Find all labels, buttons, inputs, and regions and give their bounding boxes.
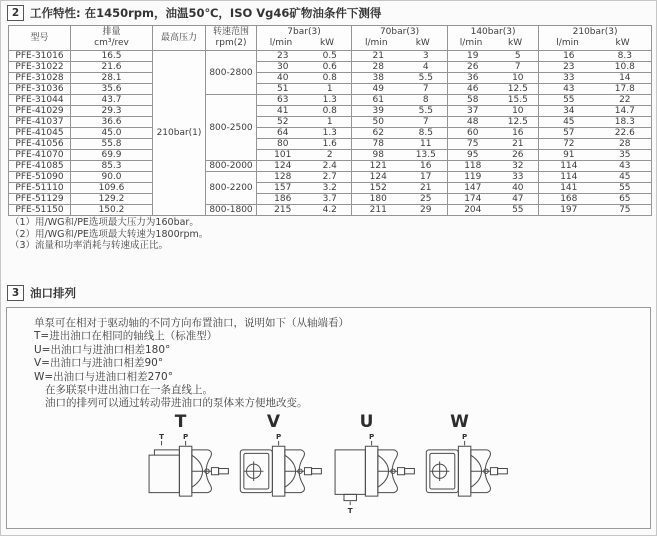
table-row (9, 139, 652, 150)
power-cell: 47 (498, 194, 539, 205)
line-w: W=出油口与进油口相差270° (34, 370, 173, 383)
displacement-cell: 129.2 (71, 194, 153, 205)
model-cell: PFE-41070 (9, 150, 71, 161)
flow-cell: 95 (448, 150, 498, 161)
flow-cell: 50 (352, 117, 405, 128)
power-cell: 0.6 (309, 62, 352, 73)
port-label-p: P (182, 432, 189, 442)
displacement-cell: 21.6 (71, 62, 153, 73)
footnote-2: （2）用/WG和/PE选项最大转速为1800rpm。 (10, 228, 209, 240)
flow-cell: 141 (539, 183, 599, 194)
pump-diagrams-row (140, 412, 512, 514)
power-cell: 10 (498, 73, 539, 84)
power-cell: 12.5 (498, 84, 539, 95)
power-cell: 5 (498, 51, 539, 62)
port-label-t: T (347, 506, 353, 514)
model-cell: PFE-51110 (9, 183, 71, 194)
power-cell: 55 (599, 183, 652, 194)
displacement-cell: 109.6 (71, 183, 153, 194)
section2-title: 工作特性: 在1450rpm，油温50℃，ISO Vg46矿物油条件下测得 (30, 6, 382, 20)
speed-range-cell: 800-1800 (206, 205, 257, 216)
power-cell: 22 (599, 95, 652, 106)
displacement-cell: 45.0 (71, 128, 153, 139)
port-label-p: P (461, 432, 468, 442)
flow-cell: 46 (448, 84, 498, 95)
pump-drawing-t (140, 432, 233, 514)
port-label-p: P (368, 432, 375, 442)
flow-cell: 62 (352, 128, 405, 139)
table-row (9, 84, 652, 95)
flow-cell: 147 (448, 183, 498, 194)
flow-cell: 78 (352, 139, 405, 150)
flow-cell: 30 (257, 62, 309, 73)
line-multi-pump: 在多联泵中进出油口在一条直线上。 (45, 384, 213, 397)
flow-cell: 49 (352, 84, 405, 95)
power-cell: 29 (405, 205, 448, 216)
pump-drawing-u (326, 432, 419, 514)
pump-diagram (326, 412, 419, 514)
flow-cell: 168 (539, 194, 599, 205)
table-row (9, 128, 652, 139)
power-cell: 32 (498, 161, 539, 172)
model-cell: PFE-31044 (9, 95, 71, 106)
port-arrangement-text (7, 308, 650, 411)
power-cell: 2.4 (309, 161, 352, 172)
power-cell: 3 (405, 51, 448, 62)
flow-cell: 23 (257, 51, 309, 62)
power-cell: 7 (405, 84, 448, 95)
power-cell: 33 (498, 172, 539, 183)
speed-range-cell: 800-2200 (206, 172, 257, 205)
flow-cell: 72 (539, 139, 599, 150)
power-cell: 65 (599, 194, 652, 205)
power-cell: 8.3 (599, 51, 652, 62)
flow-cell: 52 (257, 117, 309, 128)
flow-cell: 19 (448, 51, 498, 62)
col-header-displacement: 排量 cm³/rev (71, 26, 153, 51)
power-cell: 26 (498, 150, 539, 161)
table-row (9, 194, 652, 205)
table-row (9, 73, 652, 84)
flow-cell: 128 (257, 172, 309, 183)
table-row (9, 62, 652, 73)
flow-cell: 26 (448, 62, 498, 73)
speed-range-cell: 800-2000 (206, 161, 257, 172)
flow-cell: 37 (448, 106, 498, 117)
model-cell: PFE-31028 (9, 73, 71, 84)
flow-cell: 98 (352, 150, 405, 161)
power-cell: 18.3 (599, 117, 652, 128)
flow-cell: 34 (539, 106, 599, 117)
flow-cell: 23 (539, 62, 599, 73)
power-cell: 28 (599, 139, 652, 150)
footnote-1: （1）用/WG和/PE选项最大压力为160bar。 (10, 217, 199, 228)
model-cell: PFE-41085 (9, 161, 71, 172)
power-cell: 4 (405, 62, 448, 73)
displacement-cell: 29.3 (71, 106, 153, 117)
flow-cell: 64 (257, 128, 309, 139)
flow-cell: 57 (539, 128, 599, 139)
displacement-cell: 35.6 (71, 84, 153, 95)
table-row (9, 205, 652, 216)
pump-drawing-w (419, 432, 512, 514)
power-cell: 21 (498, 139, 539, 150)
displacement-cell: 69.9 (71, 150, 153, 161)
power-cell: 5.5 (405, 106, 448, 117)
pump-diagram (233, 412, 326, 514)
power-cell: 55 (498, 205, 539, 216)
flow-cell: 118 (448, 161, 498, 172)
section3-title: 油口排列 (30, 286, 76, 300)
model-cell: PFE-31016 (9, 51, 71, 62)
col-header-7bar: 7bar(3) l/min kW (257, 26, 352, 51)
power-cell: 0.8 (309, 106, 352, 117)
flow-cell: 39 (352, 106, 405, 117)
flow-cell: 124 (352, 172, 405, 183)
line-u: U=出油口与进油口相差180° (34, 343, 171, 356)
power-cell: 7 (498, 62, 539, 73)
flow-cell: 21 (352, 51, 405, 62)
power-cell: 7 (405, 117, 448, 128)
flow-cell: 36 (448, 73, 498, 84)
flow-cell: 114 (539, 161, 599, 172)
header-row (9, 26, 652, 51)
flow-cell: 114 (539, 172, 599, 183)
flow-cell: 16 (539, 51, 599, 62)
power-cell: 2 (309, 150, 352, 161)
model-cell: PFE-31036 (9, 84, 71, 95)
power-cell: 1 (309, 84, 352, 95)
flow-cell: 215 (257, 205, 309, 216)
flow-cell: 40 (257, 73, 309, 84)
pump-variant-label: V (266, 412, 281, 432)
power-cell: 17 (405, 172, 448, 183)
power-cell: 10.8 (599, 62, 652, 73)
power-cell: 35 (599, 150, 652, 161)
flow-cell: 157 (257, 183, 309, 194)
spec-table-body (9, 51, 652, 216)
flow-cell: 180 (352, 194, 405, 205)
flow-cell: 33 (539, 73, 599, 84)
table-row (9, 150, 652, 161)
displacement-cell: 150.2 (71, 205, 153, 216)
speed-range-cell: 800-2800 (206, 51, 257, 95)
power-cell: 21 (405, 183, 448, 194)
flow-cell: 48 (448, 117, 498, 128)
flow-cell: 80 (257, 139, 309, 150)
model-cell: PFE-41045 (9, 128, 71, 139)
displacement-cell: 36.6 (71, 117, 153, 128)
power-cell: 4.2 (309, 205, 352, 216)
flow-cell: 119 (448, 172, 498, 183)
flow-cell: 186 (257, 194, 309, 205)
displacement-cell: 90.0 (71, 172, 153, 183)
pump-diagram (140, 412, 233, 514)
power-cell: 1.3 (309, 95, 352, 106)
flow-cell: 63 (257, 95, 309, 106)
power-cell: 40 (498, 183, 539, 194)
power-cell: 8 (405, 95, 448, 106)
col-header-max-pressure: 最高压力 (153, 26, 206, 51)
table-row (9, 172, 652, 183)
power-cell: 0.8 (309, 73, 352, 84)
table-row (9, 161, 652, 172)
line-rotate: 油口的排列可以通过转动带进油口的泵体来方便地改变。 (45, 397, 308, 410)
pump-variant-label: W (450, 412, 469, 432)
displacement-cell: 43.7 (71, 95, 153, 106)
power-cell: 3.7 (309, 194, 352, 205)
power-cell: 22.6 (599, 128, 652, 139)
power-cell: 0.5 (309, 51, 352, 62)
flow-cell: 152 (352, 183, 405, 194)
power-cell: 16 (498, 128, 539, 139)
col-header-210bar: 210bar(3) l/min kW (539, 26, 652, 51)
flow-cell: 121 (352, 161, 405, 172)
flow-cell: 204 (448, 205, 498, 216)
flow-cell: 61 (352, 95, 405, 106)
flow-cell: 91 (539, 150, 599, 161)
power-cell: 1.6 (309, 139, 352, 150)
flow-cell: 124 (257, 161, 309, 172)
pump-variant-label: T (174, 412, 187, 432)
power-cell: 45 (599, 172, 652, 183)
table-row (9, 117, 652, 128)
model-cell: PFE-41037 (9, 117, 71, 128)
flow-cell: 55 (539, 95, 599, 106)
power-cell: 5.5 (405, 73, 448, 84)
line-t: T=进出油口在相同的轴线上（标准型） (34, 330, 218, 343)
power-cell: 12.5 (498, 117, 539, 128)
model-cell: PFE-51129 (9, 194, 71, 205)
section2-number: 2 (7, 5, 24, 21)
port-label-t: T (159, 432, 164, 442)
power-cell: 10 (498, 106, 539, 117)
model-cell: PFE-31022 (9, 62, 71, 73)
col-header-model: 型号 (9, 26, 71, 51)
power-cell: 13.5 (405, 150, 448, 161)
flow-cell: 51 (257, 84, 309, 95)
power-cell: 8.5 (405, 128, 448, 139)
flow-cell: 197 (539, 205, 599, 216)
power-cell: 3.2 (309, 183, 352, 194)
power-cell: 25 (405, 194, 448, 205)
model-cell: PFE-41056 (9, 139, 71, 150)
power-cell: 2.7 (309, 172, 352, 183)
section3-header (7, 285, 76, 301)
flow-cell: 45 (539, 117, 599, 128)
model-cell: PFE-51150 (9, 205, 71, 216)
displacement-cell: 16.5 (71, 51, 153, 62)
spec-table (8, 25, 652, 216)
model-cell: PFE-41029 (9, 106, 71, 117)
power-cell: 16 (405, 161, 448, 172)
table-row (9, 51, 652, 62)
flow-cell: 41 (257, 106, 309, 117)
power-cell: 17.8 (599, 84, 652, 95)
flow-cell: 174 (448, 194, 498, 205)
intro-line: 单泵可在相对于驱动轴的不同方向布置油口，说明如下（从轴端看） (34, 317, 349, 329)
flow-cell: 211 (352, 205, 405, 216)
pump-drawing-v (233, 432, 326, 514)
pump-diagram (419, 412, 512, 514)
flow-cell: 28 (352, 62, 405, 73)
power-cell: 14.7 (599, 106, 652, 117)
col-header-speed-range: 转速范围 rpm(2) (206, 26, 257, 51)
power-cell: 43 (599, 161, 652, 172)
section3-number: 3 (7, 285, 24, 301)
max-pressure-cell: 210bar(1) (153, 51, 206, 216)
col-header-70bar: 70bar(3) l/min kW (352, 26, 448, 51)
col-header-140bar: 140bar(3) l/min kW (448, 26, 539, 51)
displacement-cell: 85.3 (71, 161, 153, 172)
power-cell: 1.3 (309, 128, 352, 139)
displacement-cell: 55.8 (71, 139, 153, 150)
footnotes (10, 217, 208, 252)
power-cell: 75 (599, 205, 652, 216)
flow-cell: 38 (352, 73, 405, 84)
port-arrangement-box (6, 307, 651, 529)
port-label-p: P (275, 432, 282, 442)
flow-cell: 60 (448, 128, 498, 139)
pump-variant-label: U (359, 412, 374, 432)
table-row (9, 106, 652, 117)
power-cell: 15.5 (498, 95, 539, 106)
displacement-cell: 28.1 (71, 73, 153, 84)
section2-header (7, 5, 381, 21)
power-cell: 14 (599, 73, 652, 84)
flow-cell: 58 (448, 95, 498, 106)
speed-range-cell: 800-2500 (206, 95, 257, 161)
table-row (9, 183, 652, 194)
line-v: V=出油口与进油口相差90° (34, 357, 164, 370)
flow-cell: 75 (448, 139, 498, 150)
model-cell: PFE-51090 (9, 172, 71, 183)
table-row (9, 95, 652, 106)
footnote-3: （3）流量和功率消耗与转速成正比。 (10, 240, 169, 251)
flow-cell: 43 (539, 84, 599, 95)
power-cell: 11 (405, 139, 448, 150)
flow-cell: 101 (257, 150, 309, 161)
power-cell: 1 (309, 117, 352, 128)
